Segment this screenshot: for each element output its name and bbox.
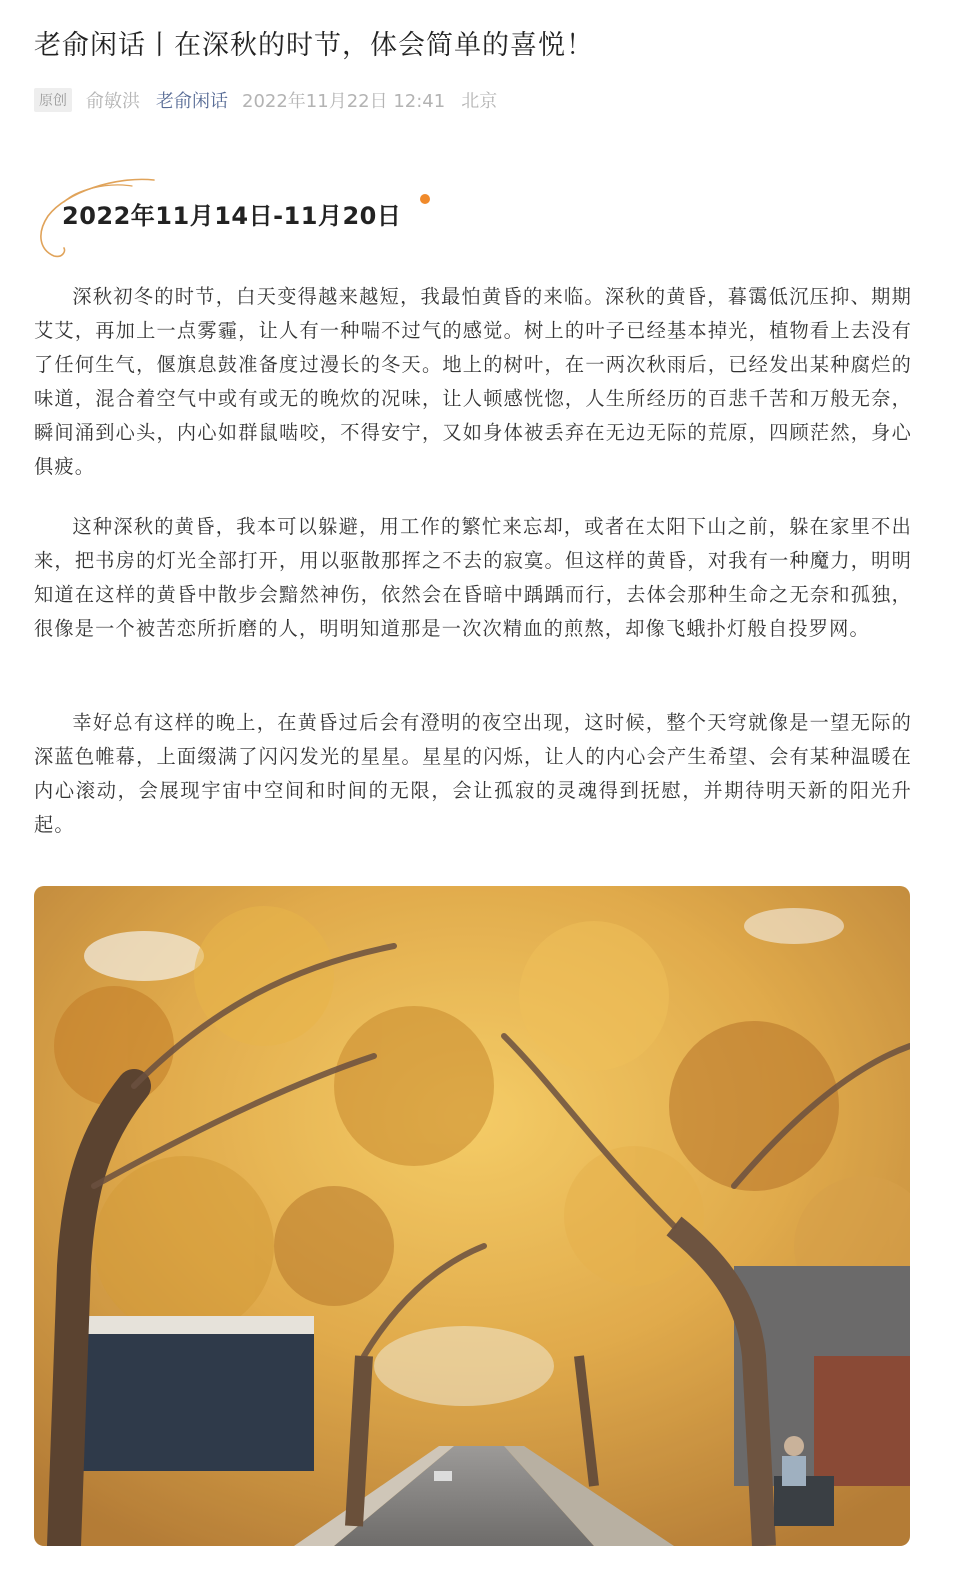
account-link[interactable]: 老俞闲话 — [156, 91, 228, 112]
publish-date: 2022年11月22日 12:41 — [242, 91, 446, 112]
accent-dot — [420, 194, 430, 204]
paragraph-1: 深秋初冬的时节，白天变得越来越短，我最怕黄昏的来临。深秋的黄昏，暮霭低沉压抑、期期艾艾，再加上一点雾霾，让人有一种喘不过气的感觉。树上的叶子已经基本掉光，植物看上去没有了任何生气，偃旗息鼓准备度过漫长的冬天。地上的树叶，在一两次秋雨后，已经发出某种腐烂的味道，混合着空气中或有或无的晚炊的况味，让人顿感恍惚，人生所经历的百悲千苦和万般无奈，瞬间涌到心头，内心如群鼠啮咬，不得安宁，又如身体被丢弃在无边无际的荒原，四顾茫然，身心俱疲。 — [34, 285, 912, 478]
original-badge: 原创 — [34, 88, 72, 112]
date-range-heading — [36, 172, 456, 262]
author-name[interactable]: 俞敏洪 — [86, 91, 140, 112]
date-range-text: 2022年11月14日-11月20日 — [62, 202, 402, 230]
autumn-street-photo[interactable] — [34, 886, 910, 1546]
paragraph-2: 这种深秋的黄昏，我本可以躲避，用工作的繁忙来忘却，或者在太阳下山之前，躲在家里不出来，把书房的灯光全部打开，用以驱散那挥之不去的寂寞。但这样的黄昏，对我有一种魔力，明明知道在这样的黄昏中散步会黯然神伤，依然会在昏暗中踽踽而行，去体会那种生命之无奈和孤独，很像是一个被苦恋所折磨的人，明明知道那是一次次精血的煎熬，却像飞蛾扑灯般自投罗网。 — [34, 515, 912, 640]
photo-illustration — [34, 886, 910, 1546]
article-meta — [34, 86, 497, 114]
paragraph-3: 幸好总有这样的晚上，在黄昏过后会有澄明的夜空出现，这时候，整个天穹就像是一望无际的深蓝色帷幕，上面缀满了闪闪发光的星星。星星的闪烁，让人的内心会产生希望、会有某种温暖在内心滚动，会展现宇宙中空间和时间的无限，会让孤寂的灵魂得到抚慰，并期待明天新的阳光升起。 — [34, 711, 912, 836]
publish-location: 北京 — [461, 91, 498, 112]
article-title: 老俞闲话丨在深秋的时节，体会简单的喜悦！ — [34, 30, 594, 61]
